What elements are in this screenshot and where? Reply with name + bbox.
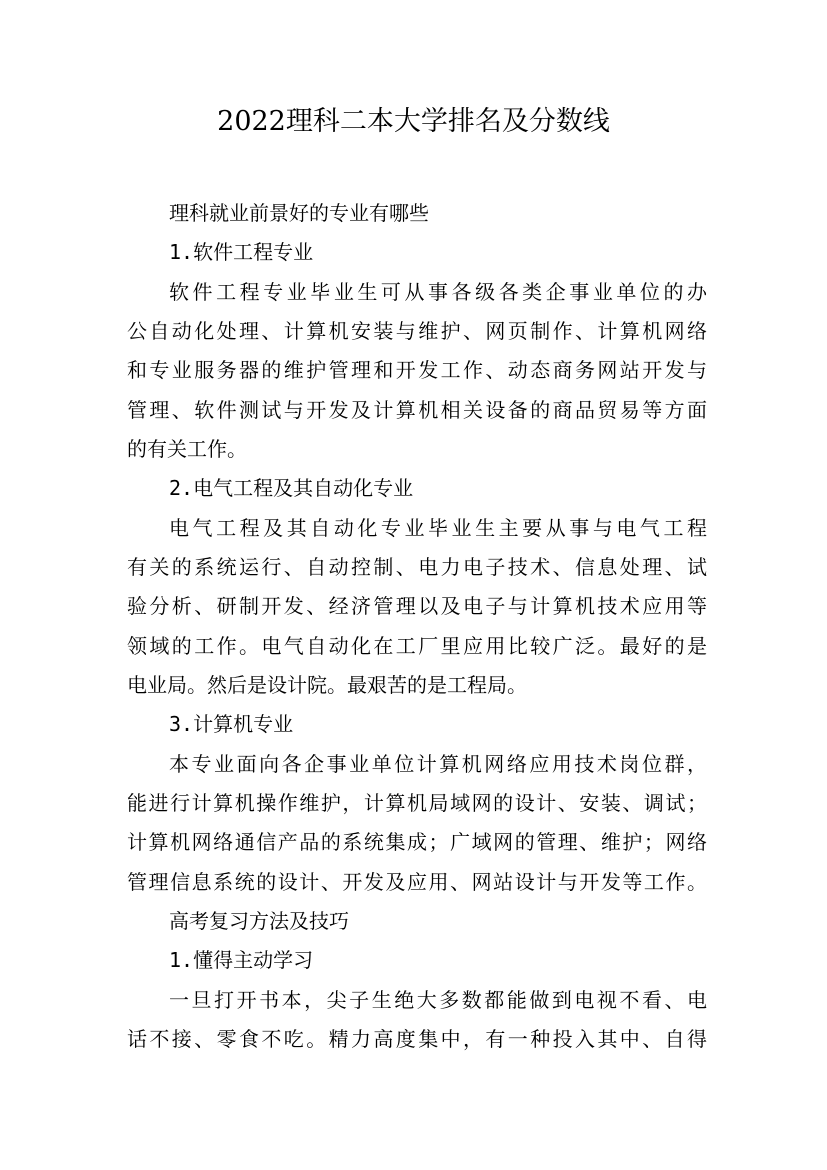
text-line: 1.软件工程专业	[169, 240, 314, 264]
text-line: 计算机网络通信产品的系统集成；广域网的管理、维护；网络	[127, 830, 707, 854]
text-line: 理科就业前景好的专业有哪些	[169, 201, 429, 225]
text-line: 3.计算机专业	[169, 712, 294, 736]
text-line: 一旦打开书本，尖子生绝大多数都能做到电视不看、电	[169, 988, 707, 1012]
text-line: 1.懂得主动学习	[169, 948, 314, 972]
text-line: 公自动化处理、计算机安装与维护、网页制作、计算机网络	[127, 319, 707, 343]
text-line: 管理信息系统的设计、开发及应用、网站设计与开发等工作。	[127, 870, 707, 894]
text-line: 的有关工作。	[127, 437, 247, 461]
text-line: 领域的工作。电气自动化在工厂里应用比较广泛。最好的是	[127, 634, 707, 658]
text-line: 本专业面向各企事业单位计算机网络应用技术岗位群，	[169, 752, 707, 776]
text-line: 验分析、研制开发、经济管理以及电子与计算机技术应用等	[127, 594, 707, 618]
text-line: 软件工程专业毕业生可从事各级各类企事业单位的办	[169, 280, 707, 304]
text-line: 和专业服务器的维护管理和开发工作、动态商务网站开发与	[127, 358, 707, 382]
text-line: 电气工程及其自动化专业毕业生主要从事与电气工程	[169, 516, 707, 540]
text-line: 话不接、零食不吃。精力高度集中，有一种投入其中、自得	[127, 1027, 707, 1051]
text-line: 高考复习方法及技巧	[169, 909, 349, 933]
text-line: 电业局。然后是设计院。最艰苦的是工程局。	[127, 673, 527, 697]
text-line: 能进行计算机操作维护，计算机局域网的设计、安装、调试；	[127, 791, 707, 815]
text-line: 管理、软件测试与开发及计算机相关设备的商品贸易等方面	[127, 398, 707, 422]
text-line: 有关的系统运行、自动控制、电力电子技术、信息处理、试	[127, 555, 707, 579]
document-title: 2022理科二本大学排名及分数线	[217, 106, 610, 137]
text-line: 2.电气工程及其自动化专业	[169, 476, 414, 500]
